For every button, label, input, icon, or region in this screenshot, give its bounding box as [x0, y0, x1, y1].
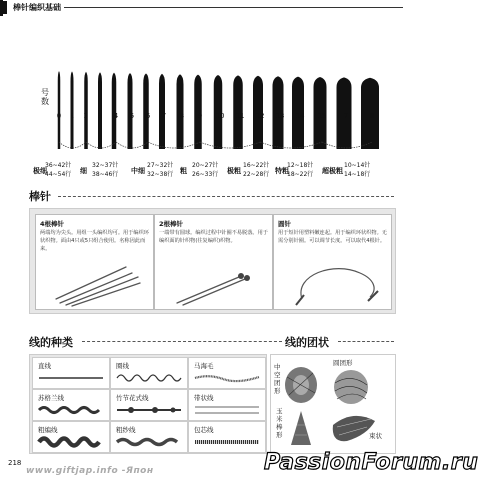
source-url: [26, 466, 154, 476]
yarn-type-label: 直线: [38, 362, 51, 370]
shape-label-hollow: 中空团形: [274, 363, 281, 395]
yarn-weight-name: 粗: [180, 167, 187, 175]
yarn-weight-rows: 44~54行: [45, 171, 72, 178]
yarn-weight-name: 细: [80, 167, 87, 175]
gauge-bracket: [59, 142, 86, 148]
needle-card-title: 2根棒针: [159, 220, 184, 228]
yarn-weight-stitches: 20~27针: [192, 162, 219, 169]
needle-shape: [71, 71, 74, 149]
needle-card-title: 4根棒针: [40, 220, 65, 228]
needle-gauge-chart: [0, 28, 403, 218]
page-number: 218: [8, 459, 22, 467]
yarn-weight-stitches: 32~37针: [92, 162, 119, 169]
needle-shape: [84, 72, 88, 149]
needle-card-desc: 用于短针用塑料嫩连起。用于编织环状织物。无需分别针圈。可以调节长度。可以取代4根针。: [278, 230, 387, 244]
yarn-weight-name: 极粗: [227, 167, 241, 175]
yarn-weight-stitches: 16~22针: [243, 162, 270, 169]
gauge-number: 5: [129, 112, 135, 120]
yarn-weight-spec: [287, 161, 313, 179]
needles-section-rule: [58, 196, 394, 197]
gauge-number: 15: [317, 112, 327, 120]
yarn-type-label: 包芯线: [194, 426, 214, 434]
yarn-weight-stitches: 10~14针: [344, 162, 371, 169]
shape-label-skein: 束状: [369, 432, 382, 440]
gauge-label: 号数: [41, 88, 49, 106]
yarn-type-label: 粗纱线: [116, 426, 136, 434]
two-needles-illustration: [155, 215, 272, 309]
yarn-type-cell: [32, 357, 110, 389]
yarn-type-label: 竹节花式线: [116, 394, 149, 402]
needle-shape: [58, 71, 61, 149]
gauge-number: 6: [145, 112, 151, 120]
yarn-types-panel: [29, 354, 267, 454]
yarn-weight-rows: 38~46行: [92, 171, 119, 178]
gauge-bracket-lines: [0, 140, 403, 160]
yarn-type-cell: [32, 421, 110, 453]
yarn-type-cell: [110, 389, 188, 421]
gauge-number: 12: [255, 112, 265, 120]
yarn-weight-spec: [192, 161, 218, 179]
yarn-type-sample: [189, 422, 265, 452]
gauge-bracket: [148, 142, 200, 148]
gauge-bracket: [200, 142, 260, 148]
gauge-number: 11: [235, 112, 245, 120]
source-url-tail: -Япон: [121, 466, 154, 476]
needle-shape: [98, 72, 102, 149]
needle-shape: [128, 73, 133, 149]
gauge-bracket: [322, 142, 372, 148]
yarn-type-cell: [188, 357, 266, 389]
yarn-weight-name: 超极粗: [322, 167, 343, 175]
needle-card-4: [35, 214, 154, 310]
needle-card-2: [154, 214, 273, 310]
yarn-weight-rows: 26~33行: [192, 171, 219, 178]
gauge-number: 4: [113, 112, 119, 120]
yarn-type-sample: [189, 390, 265, 420]
gauge-number: 8: [369, 112, 375, 120]
gauge-number: 14: [295, 112, 305, 120]
yarn-weight-stitches: 27~32针: [147, 162, 174, 169]
gauge-number: 9: [197, 112, 203, 120]
yarn-shapes-rule: [338, 341, 394, 342]
yarn-type-label: 粗编线: [38, 426, 58, 434]
yarn-weight-item: [322, 158, 417, 186]
yarn-weight-name: 中细: [131, 167, 145, 175]
yarn-weight-name: 特粗: [275, 167, 289, 175]
needles-section-title: 棒针: [29, 190, 51, 203]
gauge-number: 1: [69, 112, 75, 120]
gauge-number: 0: [56, 112, 62, 120]
yarn-types-rule: [82, 341, 282, 342]
gauge-bracket: [116, 142, 148, 148]
needle-card-title: 圆针: [278, 220, 291, 228]
yarn-type-cell: [188, 389, 266, 421]
yarn-weight-spec: [344, 161, 370, 179]
yarn-type-cell: [110, 421, 188, 453]
shape-label-cone: 玉米棒形: [276, 407, 283, 439]
yarn-type-cell: [110, 357, 188, 389]
yarn-weight-rows: 22~28行: [243, 171, 270, 178]
shape-label-round: 圆团形: [333, 359, 353, 367]
yarn-type-sample: [33, 422, 109, 452]
watermark: PassionForum.ru: [264, 450, 478, 475]
gauge-number: 10: [215, 112, 225, 120]
yarn-type-label: 带状线: [194, 394, 214, 402]
yarn-weight-row: [0, 140, 403, 186]
yarn-weight-spec: [243, 161, 269, 179]
yarn-weight-spec: [92, 161, 118, 179]
yarn-weight-rows: 18~22行: [287, 171, 314, 178]
needles-panel: [29, 208, 396, 314]
source-url-text: www.giftjap.info: [26, 466, 119, 476]
yarn-type-sample: [33, 358, 109, 388]
yarn-shapes-panel: [270, 354, 396, 454]
yarn-type-sample: [189, 358, 265, 388]
yarn-weight-name: 极细: [33, 167, 47, 175]
yarn-type-sample: [111, 422, 187, 452]
yarn-type-label: 苏格兰线: [38, 394, 64, 402]
needle-shape: [112, 73, 117, 149]
gauge-number: 7: [161, 112, 167, 120]
four-needles-illustration: [36, 215, 153, 309]
yarn-type-label: 圈线: [116, 362, 129, 370]
gauge-number: 3: [97, 112, 103, 120]
yarn-type-sample: [33, 390, 109, 420]
yarn-shapes-illustration: [271, 355, 395, 453]
needle-card-circular: [273, 214, 392, 310]
circular-needle-illustration: [274, 215, 391, 309]
yarn-weight-rows: 32~38行: [147, 171, 174, 178]
needle-card-desc: 一端带有圆球。编织过程中针圈不易脱落。用于编织面的针织物(往复编织)织物。: [159, 230, 268, 244]
gauge-number: 8: [179, 112, 185, 120]
yarn-weight-rows: 14~18行: [344, 171, 371, 178]
page-title: 棒针编织基础: [3, 1, 64, 14]
gauge-number: 13: [275, 112, 285, 120]
needle-card-desc: 两端均为尖头。用组一头编织均可。用于编织环状织物。面由4只或5只组合使用。名称因此而来。: [40, 230, 149, 252]
yarn-weight-stitches: 36~42针: [45, 162, 72, 169]
yarn-shapes-title: 线的团状: [285, 336, 329, 349]
yarn-weight-spec: [147, 161, 173, 179]
yarn-type-cell: [188, 421, 266, 453]
yarn-type-sample: [111, 358, 187, 388]
yarn-type-label: 马海毛: [194, 362, 214, 370]
gauge-bracket: [260, 142, 322, 148]
yarn-type-cell: [32, 389, 110, 421]
yarn-types-title: 线的种类: [29, 336, 73, 349]
page-header: [0, 0, 403, 16]
yarn-weight-stitches: 12~18针: [287, 162, 314, 169]
gauge-number: 2: [83, 112, 89, 120]
gauge-number: 7: [343, 112, 349, 120]
yarn-type-sample: [111, 390, 187, 420]
yarn-weight-spec: [45, 161, 71, 179]
gauge-bracket: [86, 142, 116, 148]
